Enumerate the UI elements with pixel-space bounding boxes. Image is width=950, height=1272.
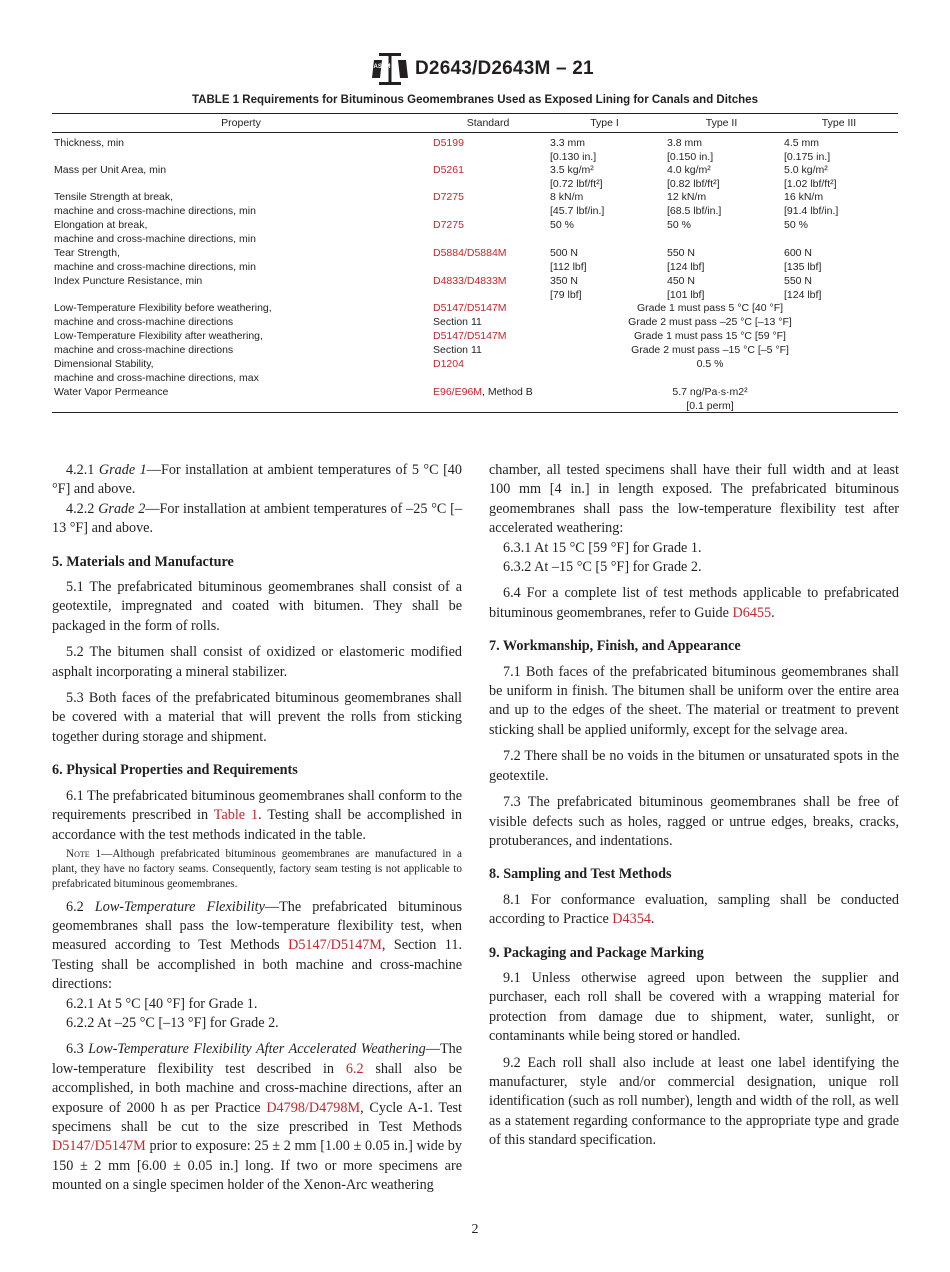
cell-line: [124 lbf] [784,288,822,301]
section-7-heading: 7. Workmanship, Finish, and Appearance [489,638,741,655]
standard-link[interactable]: D7275 [433,219,464,231]
cell-line: 500 N [550,247,579,259]
cell-line: [0.82 lbf/ft²] [667,177,720,190]
cell-line: 550 N [667,247,696,259]
table-cell-spanning [522,358,898,372]
property-line: machine and cross-machine directions, min [54,204,256,217]
d4798-link[interactable]: D4798/D4798M [266,1099,361,1116]
para-6-1: 6.1 The prefabricated bituminous geomembranes shall conform to the requirements prescribed in Table 1. Testing shall be accomplished in accordance with the test methods indicated in the table. [52,787,462,843]
para-6-3-2: 6.3.2 At –15 °C [5 °F] for Grade 2. [503,559,702,576]
cell-line: [0.72 lbf/ft²] [550,177,603,190]
span-line: [0.1 perm] [686,399,734,412]
page-header [0,52,950,88]
cell-line: [135 lbf] [784,260,822,273]
cell-line: [0.150 in.] [667,150,714,163]
cell-line: [45.7 lbf/in.] [550,204,605,217]
para-6-2: 6.2 Low-Temperature Flexibility—The prefabricated bituminous geomembranes shall pass the low-temperature flexibility test, when measured according to Test Methods D5147/D5147M, Section 11. Testing shall be accomplished in both machine and cross-machine directions: [52,898,463,993]
table-row-property [54,137,124,151]
table-cell-type-3 [784,275,821,302]
property-line: Tensile Strength at break, [54,191,174,203]
cell-line: 3.8 mm [667,137,703,149]
property-line: Index Puncture Resistance, min [54,275,203,287]
property-line: machine and cross-machine directions, min [54,232,256,245]
table-cell-type-2 [667,219,691,233]
standard-link[interactable]: D1204 [433,358,464,370]
cell-line: 50 % [550,219,574,231]
table-cell-spanning [522,386,898,413]
cell-line: 550 N [784,275,813,287]
table-row-property [54,219,256,246]
cell-line: 4.5 mm [784,137,820,149]
cell-line: 50 % [667,219,691,231]
table-cell-type-2 [667,191,721,218]
property-line: Dimensional Stability, [54,358,154,370]
table-cell-type-3 [784,137,830,164]
section-8-heading: 8. Sampling and Test Methods [489,866,672,883]
col-header-property: Property [221,117,261,129]
para-5-3: 5.3 Both faces of the prefabricated bituminous geomembranes shall be covered with a material that will prevent the rolls from sticking together during storage and shipment. [52,690,462,745]
cell-line: 12 kN/m [667,191,707,203]
cell-line: 50 % [784,219,808,231]
page-number: 2 [471,1222,479,1237]
para-6-3-cont-text: chamber, all tested specimens shall have their full width and at least 100 mm [4 in.] in length exposed. The prefabricated bituminous geomembranes shall pass the low-temperature flexibility test after accelerated weathering: [489,462,899,537]
section-5-heading: 5. Materials and Manufacture [52,553,234,570]
table-row-standard [433,137,464,151]
table-row-property [54,164,166,178]
col-header-type-ii: Type II [705,117,738,129]
table-row-standard [433,302,507,329]
para-8-1: 8.1 For conformance evaluation, sampling shall be conducted according to Practice D4354. [489,891,899,928]
para-6-4: 6.4 For a complete list of test methods applicable to prefabricated bituminous geomembranes, refer to Guide D6455. [489,585,899,621]
right-column [489,461,899,1151]
property-line: Mass per Unit Area, min [54,164,167,176]
d5147-link-2[interactable]: D5147/D5147M [52,1138,146,1155]
table-row-property [54,275,202,289]
span-line: Grade 1 must pass 5 °C [40 °F] [636,302,784,314]
table-row-property [54,330,263,357]
standard-text: Section 11 [433,315,482,328]
col-header-type-iii: Type III [821,117,857,129]
cell-line: [101 lbf] [667,288,705,301]
table-row-standard [433,219,464,233]
cell-line: [124 lbf] [667,260,705,273]
standard-link[interactable]: D7275 [433,191,464,203]
section-6-heading: 6. Physical Properties and Requirements [52,762,298,779]
cell-line: 450 N [667,275,696,287]
d4354-link[interactable]: D4354 [612,911,651,928]
para-6-3: 6.3 Low-Temperature Flexibility After Accelerated Weathering—The low-temperature flexibility test described in 6.2 shall also be accomplished, in both machine and cross-machine directions, after an exposure of 2000 h as per Practice D4798/D4798M, Cycle A-1. Test specimens shall be cut to the size prescribed in Test Methods D5147/D5147M prior to exposure: 25 ± 2 mm [1.00 ± 0.05 in.] wide by 150 ± 2 mm [6.00 ± 0.05 in.] long. If two or more specimens are mounted on a single specimen holder of the Xenon-Arc weathering [52,1041,462,1194]
note-1: Note 1—Although prefabricated bituminous geomembranes are manufactured in a plant, they have no factory seams. Consequently, factory seam testing is not applicable to prefabricated bituminous geomembranes. [52,847,462,891]
table-bottom-rule [52,412,898,413]
table-1-link[interactable]: Table 1 [213,807,259,824]
cell-line: [112 lbf] [550,260,587,273]
table-cell-type-1 [550,247,587,274]
span-line: Grade 2 must pass –15 °C [–5 °F] [631,343,789,356]
cell-line: 5.0 kg/m² [784,164,828,176]
table-cell-type-3 [784,164,837,191]
table-row-standard [433,247,507,261]
table-body [52,113,898,413]
span-line: Grade 2 must pass –25 °C [–13 °F] [628,315,792,328]
table-row-standard [433,275,507,289]
table-cell-type-2 [667,137,713,164]
table-row-standard [433,191,464,205]
section-9-heading: 9. Packaging and Package Marking [489,944,704,961]
cell-line: 4.0 kg/m² [667,164,711,176]
left-column [52,461,462,1196]
table-caption: TABLE 1 Requirements for Bituminous Geomembranes Used as Exposed Lining for Canals and Ditches [192,94,758,106]
standard-link[interactable]: D5261 [433,164,464,176]
para-5-1: 5.1 The prefabricated bituminous geomembranes shall consist of a geotextile, impregnated and coated with bitumen. They shall be packaged in the form of rolls. [52,579,462,634]
table-row-standard [433,358,464,372]
table-row-property [54,191,256,218]
para-6-2-2: 6.2.2 At –25 °C [–13 °F] for Grade 2. [66,1014,279,1031]
para-4-2-1: 4.2.1 Grade 1—For installation at ambient temperatures of 5 °C [40 °F] and above. [52,462,462,498]
span-line: 0.5 % [696,358,724,370]
standard-link[interactable]: D4833/D4833M [433,275,507,287]
property-line: Low-Temperature Flexibility before weathering, [54,302,272,314]
logo-text: ASTM [373,64,391,70]
table-cell-type-1 [550,275,582,302]
cell-line: 600 N [784,247,813,259]
standard-link[interactable]: D5199 [433,137,464,149]
cell-line: 8 kN/m [550,191,584,203]
table-cell-type-2 [667,247,704,274]
property-line: machine and cross-machine directions, max [54,371,259,384]
span-line: 5.7 ng/Pa·s·m2² [672,386,748,398]
standard-link[interactable]: D5884/D5884M [433,247,507,259]
cell-line: [0.175 in.] [784,150,831,163]
table-cell-type-3 [784,247,821,274]
table-cell-spanning [522,302,898,329]
standard-link[interactable]: E96/E96M [433,386,483,398]
table-row-standard [433,330,507,357]
para-9-1: 9.1 Unless otherwise agreed upon between the supplier and purchaser, each roll shall be covered with a wrapping material for protection from damage due to shipment, water, sunlight, or contaminants while being stored or handled. [489,969,899,1045]
table-cell-type-1 [550,164,603,191]
para-5-2: 5.2 The bitumen shall consist of oxidized or elastomeric modified asphalt incorporating a mineral stabilizer. [52,644,462,680]
section-6-2-link[interactable]: 6.2 [345,1060,364,1077]
table-cell-type-1 [550,191,604,218]
table-cell-spanning [522,330,898,357]
property-line: machine and cross-machine directions [54,315,234,328]
property-line: machine and cross-machine directions, min [54,260,256,273]
d5147-link[interactable]: D5147/D5147M [288,937,382,954]
standard-link[interactable]: D5147/D5147M [433,302,507,314]
para-7-3: 7.3 The prefabricated bituminous geomembranes shall be free of visible defects such as holes, ragged or untrue edges, breaks, cracks, protuberances, and indentations. [489,794,899,849]
para-6-2-1: 6.2.1 At 5 °C [40 °F] for Grade 1. [66,995,258,1012]
cell-line: 350 N [550,275,579,287]
table-cell-type-3 [784,191,838,218]
cell-line: [0.130 in.] [550,150,597,163]
d6455-link[interactable]: D6455 [732,604,772,621]
table-cell-type-1 [550,137,596,164]
cell-line: [91.4 lbf/in.] [784,204,839,217]
property-line: Tear Strength, [54,247,120,259]
para-4-2-2: 4.2.2 Grade 2—For installation at ambient temperatures of –25 °C [–13 °F] and above. [52,500,462,537]
astm-logo [370,52,410,86]
cell-line: [79 lbf] [550,288,582,301]
property-line: machine and cross-machine directions [54,343,234,356]
col-header-type-i: Type I [590,117,619,129]
table-cell-type-2 [667,275,704,302]
table-row-property [54,302,272,329]
standard-link[interactable]: D5147/D5147M [433,330,507,342]
table-cell-type-2 [667,164,720,191]
cell-line: [68.5 lbf/in.] [667,204,722,217]
para-9-2: 9.2 Each roll shall also include at least one label identifying the manufacturer, style and/or commercial designation, unique roll identification (such as roll number), length and width of the roll, as well as a statement regarding conformance to the appropriate type and grade of this standard specification. [489,1054,899,1149]
cell-line: 16 kN/m [784,191,824,203]
standard-text: Section 11 [433,343,482,356]
property-line: Thickness, min [54,137,125,149]
property-line: Low-Temperature Flexibility after weathering, [54,330,263,342]
para-6-3-1: 6.3.1 At 15 °C [59 °F] for Grade 1. [503,539,702,556]
col-header-standard: Standard [466,117,510,129]
para-7-2: 7.2 There shall be no voids in the bitumen or unsaturated spots in the geotextile. [489,748,899,784]
cell-line: [1.02 lbf/ft²] [784,177,837,190]
table-row-property [54,358,259,385]
span-line: Grade 1 must pass 15 °C [59 °F] [634,330,786,342]
table-row-standard [433,386,533,400]
table-cell-type-1 [550,219,574,233]
standard-text: , Method B [482,386,533,398]
property-line: Elongation at break, [54,219,148,231]
para-6-3-continuation [489,461,899,539]
cell-line: 3.5 kg/m² [550,164,594,176]
table-row-property [54,386,168,400]
table-row-standard [433,164,464,178]
cell-line: 3.3 mm [550,137,586,149]
table-cell-type-3 [784,219,808,233]
property-line: Water Vapor Permeance [54,386,169,398]
para-7-1: 7.1 Both faces of the prefabricated bituminous geomembranes shall be uniform in finish. The bitumen shall be uniform over the entire area and up to the edges of the sheet. The material or treatment to prevent sticking shall be applied uniformly, except for the selvage area. [489,663,899,738]
table-row-property [54,247,256,274]
document-designation: D2643/D2643M – 21 [415,58,594,79]
